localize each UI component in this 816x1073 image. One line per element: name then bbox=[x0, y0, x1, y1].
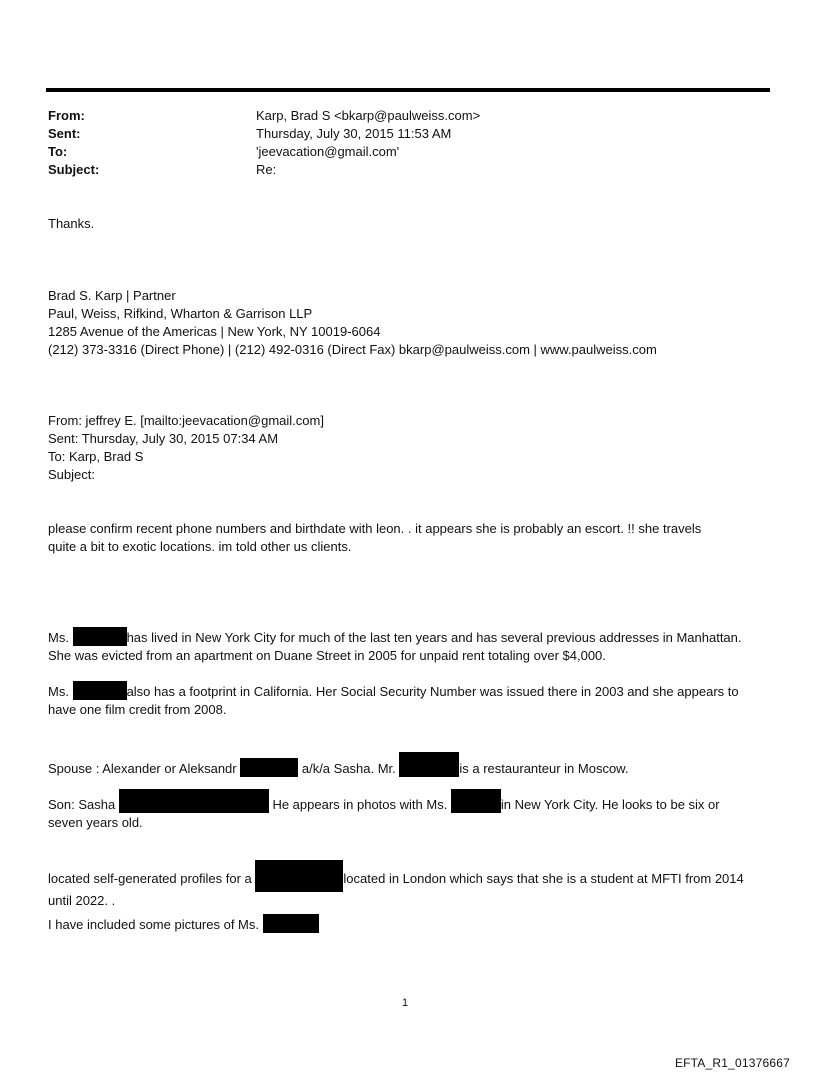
quoted-subject: Subject: bbox=[48, 467, 95, 482]
signature-name: Brad S. Karp | Partner bbox=[48, 288, 176, 303]
quoted-to: To: Karp, Brad S bbox=[48, 449, 144, 464]
redaction-box bbox=[73, 627, 127, 646]
subject-label: Subject: bbox=[48, 162, 100, 177]
message-paragraph-6 bbox=[48, 860, 768, 910]
from-value: Karp, Brad S <bkarp@paulweiss.com> bbox=[256, 108, 481, 123]
sent-row bbox=[48, 125, 768, 143]
redaction-box bbox=[73, 681, 127, 700]
paragraph-line: have one film credit from 2008. bbox=[48, 702, 227, 717]
to-row bbox=[48, 143, 768, 161]
quoted-header bbox=[48, 412, 768, 484]
redaction-box bbox=[240, 758, 298, 777]
signature-contact: (212) 373-3316 (Direct Phone) | (212) 492-0316 (Direct Fax) bkarp@paulweiss.com | www.paulweiss.com bbox=[48, 342, 657, 357]
redaction-box bbox=[399, 752, 459, 777]
subject-row bbox=[48, 161, 768, 179]
redaction-box bbox=[263, 914, 319, 933]
to-value: 'jeevacation@gmail.com' bbox=[256, 144, 400, 159]
message-paragraph-1 bbox=[48, 520, 768, 556]
redaction-box bbox=[119, 789, 269, 813]
paragraph-line: I have included some pictures of Ms. bbox=[48, 914, 768, 934]
message-paragraph-7 bbox=[48, 914, 768, 934]
message-paragraph-3 bbox=[48, 681, 768, 719]
reply-text: Thanks. bbox=[48, 216, 95, 231]
page-number: 1 bbox=[402, 997, 409, 1009]
paragraph-line: until 2022. . bbox=[48, 893, 116, 908]
paragraph-line: please confirm recent phone numbers and birthdate with leon. . it appears she is probably an escort. !! she travels bbox=[48, 521, 702, 536]
header-rule bbox=[46, 88, 770, 92]
to-label: To: bbox=[48, 144, 68, 159]
signature-address: 1285 Avenue of the Americas | New York, NY 10019-6064 bbox=[48, 324, 381, 339]
signature-firm: Paul, Weiss, Rifkind, Wharton & Garrison LLP bbox=[48, 306, 313, 321]
reply-body bbox=[48, 215, 768, 233]
message-paragraph-4 bbox=[48, 752, 768, 778]
paragraph-line: She was evicted from an apartment on Duane Street in 2005 for unpaid rent totaling over $4,000. bbox=[48, 648, 606, 663]
paragraph-line: Spouse : Alexander or Aleksandr a/k/a Sasha. Mr. is a restauranteur in Moscow. bbox=[48, 752, 768, 778]
quoted-from: From: jeffrey E. [mailto:jeevacation@gmail.com] bbox=[48, 413, 324, 428]
subject-value: Re: bbox=[256, 162, 277, 177]
sent-value: Thursday, July 30, 2015 11:53 AM bbox=[256, 126, 452, 141]
paragraph-line: Ms. has lived in New York City for much of the last ten years and has several previous addresses in Manhattan. bbox=[48, 627, 768, 647]
from-label: From: bbox=[48, 108, 85, 123]
paragraph-line: located self-generated profiles for a located in London which says that she is a student at MFTI from 2014 bbox=[48, 860, 768, 892]
quoted-sent: Sent: Thursday, July 30, 2015 07:34 AM bbox=[48, 431, 279, 446]
message-paragraph-5 bbox=[48, 789, 768, 832]
sent-label: Sent: bbox=[48, 126, 81, 141]
document-id: EFTA_R1_01376667 bbox=[674, 1056, 790, 1070]
paragraph-line: seven years old. bbox=[48, 815, 143, 830]
paragraph-line: Ms. also has a footprint in California. Her Social Security Number was issued there in 2003 and she appears to bbox=[48, 681, 768, 701]
signature bbox=[48, 287, 768, 359]
redaction-box bbox=[451, 789, 501, 813]
from-row bbox=[48, 107, 768, 125]
paragraph-line: quite a bit to exotic locations. im told other us clients. bbox=[48, 539, 352, 554]
redaction-box bbox=[255, 860, 343, 892]
paragraph-line: Son: Sasha He appears in photos with Ms. in New York City. He looks to be six or bbox=[48, 789, 768, 814]
email-header bbox=[48, 107, 768, 179]
message-paragraph-2 bbox=[48, 627, 768, 665]
